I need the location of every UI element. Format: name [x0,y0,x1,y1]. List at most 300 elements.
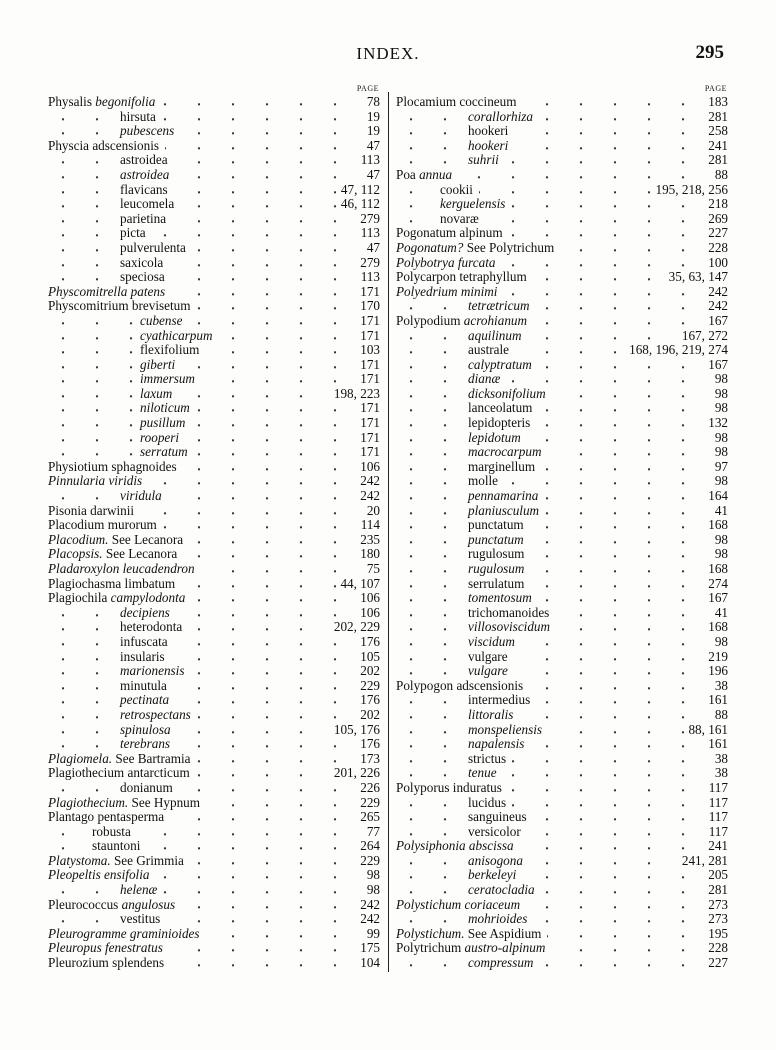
species-name: sphagnoides [111,459,177,474]
genus-name: Polycarpon [396,270,457,285]
page-references: 201, 226 [330,766,380,781]
page-references: 98 [711,387,728,402]
index-entry [48,898,380,913]
index-entry [396,766,728,781]
entry-term [120,781,179,796]
index-entry [396,737,728,752]
index-entry [396,664,728,679]
species-name: pennamarina [468,489,539,504]
species-name: speciosa [120,270,165,285]
left-index-column [48,84,380,971]
species-name: astroidea [120,153,168,168]
entry-term [396,168,458,183]
genus-name: Plocamium [396,95,457,109]
page-references: 242 [356,898,380,913]
page-references: 175 [356,941,380,956]
index-entry [396,533,728,548]
species-name: littoralis [468,707,514,722]
genus-name: Plagiochila [48,591,108,606]
entry-term [120,110,162,125]
page-column-label: PAGE [356,84,379,93]
index-entry [396,285,728,300]
entry-term [48,796,206,811]
page-references: 281 [704,883,728,898]
index-entry [48,781,380,796]
page-references: 227 [704,956,728,971]
index-entry [396,796,728,811]
page-references: 195, 218, 256 [651,183,728,198]
page-references: 106 [356,591,380,606]
species-name: leucomela [120,197,175,212]
entry-term [396,270,533,285]
page-references: 46, 112 [337,197,380,212]
species-name: begonifolia [95,95,156,109]
species-name: serratum [140,445,188,460]
species-name: villosoviscidum [468,620,551,635]
index-entry [48,825,380,840]
entry-term [48,956,170,971]
page-references: 258 [704,124,728,139]
index-entry [396,183,728,198]
page-references: 113 [357,226,380,241]
page-references: 168 [704,562,728,577]
page-references: 106 [356,606,380,621]
page-references: 264 [356,839,380,854]
page-references: 241 [704,139,728,154]
species-name: viscidum [468,634,515,649]
entry-term [48,562,201,577]
right-entry-list [396,95,728,971]
entry-term [48,547,183,562]
species-name: astroidea [120,167,170,182]
genus-name: Physcomitrium [48,299,129,314]
species-name: monspeliensis [468,722,542,737]
index-entry [48,606,380,621]
index-entry [396,343,728,358]
page-references: 167 [704,358,728,373]
page-references: 106 [356,460,380,475]
page-references: 47 [363,168,380,183]
page-references: 98 [711,474,728,489]
species-name: serrulatum [468,576,525,591]
species-name: acrohianum [463,313,528,328]
entry-term [396,941,551,956]
species-name: pubescens [120,124,175,139]
index-entry [48,693,380,708]
index-entry [396,912,728,927]
page-references: 98 [711,401,728,416]
entry-term [48,591,191,606]
page-references: 47 [363,139,380,154]
page-references: 113 [357,153,380,168]
species-name: Placodium. [48,532,109,547]
page-references: 279 [356,212,380,227]
page-references: 77 [363,825,380,840]
species-name: immersum [140,372,195,387]
species-name: vulgare [468,664,508,679]
page-references: 132 [704,416,728,431]
genus-name: Pleurozium [48,956,109,971]
page-references: 88 [711,708,728,723]
entry-term [468,620,556,635]
genus-name: Pleurococcus [48,897,119,912]
entry-term [396,241,560,256]
index-entry [396,329,728,344]
page-references: 168 [704,620,728,635]
entry-term [120,620,188,635]
entry-term [48,474,148,489]
page-references: 99 [363,927,380,942]
entry-term [92,825,137,840]
genus-name: Polypodium [396,313,461,328]
index-entry [396,562,728,577]
genus-name: Polytrichum [396,941,462,956]
species-name: berkeleyi [468,868,517,883]
index-entry [48,533,380,548]
species-name: pectinata [120,693,170,708]
species-name: cookii [440,182,473,197]
index-entry [48,577,380,592]
entry-term [468,591,538,606]
index-entry [396,226,728,241]
entry-term [396,256,502,271]
index-entry [48,358,380,373]
page-references: 44, 107 [336,577,380,592]
entry-term [120,124,180,139]
page-references: 265 [356,810,380,825]
index-entry [48,226,380,241]
species-name: Pleurogramme graminioides [48,926,200,941]
index-entry [48,708,380,723]
page-references: 269 [704,212,728,227]
species-name: pentasperma [97,810,165,825]
entry-term [120,912,166,927]
left-entry-list [48,95,380,971]
page-references: 98 [711,533,728,548]
species-name: retrospectans [120,707,191,722]
entry-term [468,577,530,592]
page-references: 98 [711,445,728,460]
index-entry [396,883,728,898]
index-entry [396,941,728,956]
species-name: australe [468,343,510,358]
index-entry [48,139,380,154]
species-name: aquilinum [468,328,522,343]
index-entry [396,299,728,314]
page-references: 47 [363,241,380,256]
page-references: 103 [356,343,380,358]
entry-term [468,693,536,708]
entry-term [120,226,152,241]
page-references: 168, 196, 219, 274 [625,343,728,358]
page-references: 229 [356,679,380,694]
page-references: 242 [356,489,380,504]
index-entry [396,168,728,183]
page-references: 117 [705,796,728,811]
genus-name: Placodium [48,518,105,533]
entry-term [468,401,538,416]
page-references: 173 [356,752,380,767]
species-name: parietina [120,211,167,226]
species-name: punctatum [468,532,524,547]
species-name: helenæ [120,883,158,898]
entry-term [468,766,503,781]
page-references: 41 [711,606,728,621]
page-references: 98 [363,868,380,883]
entry-term [468,504,545,519]
page-references: 100 [704,256,728,271]
entry-term [468,153,505,168]
index-entry [48,562,380,577]
page-references: 229 [356,796,380,811]
entry-term [120,723,177,738]
species-name: tenue [468,766,497,781]
page-references: 273 [704,898,728,913]
page-header [0,44,776,68]
page-number: 295 [695,42,724,63]
page-references: 170 [356,299,380,314]
entry-term [468,139,514,154]
entry-term [468,854,529,869]
index-entry [48,752,380,767]
species-name: hookeri [468,138,509,153]
page-references: 105, 176 [330,723,380,738]
index-entry [396,927,728,942]
entry-term [120,153,174,168]
index-entry [396,650,728,665]
species-name: Pleopeltis ensifolia [48,868,150,883]
page-references: 117 [705,825,728,840]
entry-term [440,183,479,198]
species-name: stauntoni [92,839,141,854]
page-references: 98 [363,883,380,898]
entry-term [396,95,523,110]
species-name: Polysiphonia abscissa [396,839,514,854]
index-entry [48,883,380,898]
index-entry [396,577,728,592]
index-entry [48,153,380,168]
entry-term [396,781,508,796]
species-name: Pinnularia viridis [48,474,143,489]
species-name: lepidopteris [468,416,531,431]
species-name: suhrii [468,153,499,168]
entry-term [468,489,544,504]
entry-term [396,285,503,300]
index-entry [48,547,380,562]
entry-term [120,212,172,227]
page-references: 228 [704,941,728,956]
page-references: 98 [711,431,728,446]
species-name: adscensionis [456,678,524,693]
page-references: 171 [356,314,380,329]
species-name: lepidotum [468,430,521,445]
page-references: 114 [357,518,380,533]
species-name: Placopsis. [48,547,103,562]
entry-term [468,723,548,738]
species-name: adscensionis [92,138,159,153]
index-entry [396,825,728,840]
index-entry [48,387,380,402]
page-references: 20 [363,504,380,519]
index-entry [48,489,380,504]
species-name: planiusculum [468,503,540,518]
entry-term [48,285,171,300]
species-name: dianæ [468,372,501,387]
species-name: austro-alpinum [464,941,546,956]
genus-name: Pisonia [48,503,87,518]
page-references: 242 [704,285,728,300]
index-entry [396,679,728,694]
page-references: 242 [704,299,728,314]
entry-term [468,124,514,139]
index-entry [48,110,380,125]
genus-name: Plagiothecium [48,766,125,781]
index-entry [396,460,728,475]
index-entry [396,401,728,416]
index-entry [48,635,380,650]
species-name: minutula [120,678,167,693]
species-name: angulosus [121,897,176,912]
page-references: 241, 281 [678,854,728,869]
entry-term [468,431,527,446]
entry-term [468,474,504,489]
species-name: Polystichum coriaceum [396,897,521,912]
index-entry [48,168,380,183]
species-name: heterodonta [120,620,183,635]
index-entry [396,212,728,227]
index-entry [48,460,380,475]
species-name: insularis [120,649,165,664]
page-references: 171 [356,431,380,446]
species-name: saxicola [120,255,164,270]
species-name: annua [419,167,453,182]
page-references: 19 [363,110,380,125]
species-name: anisogona [468,853,523,868]
index-entry [396,416,728,431]
page-references: 183 [704,95,728,110]
page-references: 242 [356,912,380,927]
index-entry [396,241,728,256]
entry-term [120,197,180,212]
page-references: 198, 223 [330,387,380,402]
entry-term [140,431,185,446]
species-name: Plagiothecium. [48,795,129,810]
page-references: 171 [356,416,380,431]
species-name: hookeri [468,124,509,139]
entry-term [140,343,205,358]
entry-term [396,226,509,241]
entry-term [396,679,529,694]
genus-name: Polyporus [396,780,450,795]
species-name: Pogonatum? [396,240,464,255]
species-name: donianum [120,780,173,795]
index-entry [48,372,380,387]
index-entry [396,153,728,168]
species-name: dicksonifolium [468,386,546,401]
index-entry [48,956,380,971]
column-divider [388,92,389,972]
genus-name: Plagiochasma [48,576,122,591]
page-references: 117 [705,781,728,796]
species-name: tomentosum [468,591,532,606]
species-name: macrocarpum [468,445,542,460]
entry-term [468,912,533,927]
page-references: 171 [356,445,380,460]
page-references: 273 [704,912,728,927]
entry-term [468,329,527,344]
species-name: limbatum [124,576,176,591]
page-references: 117 [705,810,728,825]
species-name: rugulosum [468,562,525,576]
entry-term [140,314,188,329]
species-name: campylodonta [110,591,186,606]
species-name: molle [468,474,499,489]
index-entry [396,781,728,796]
index-entry [48,241,380,256]
genus-name: Pogonatum [396,226,457,241]
index-entry [396,620,728,635]
species-name: antarcticum [127,766,190,781]
species-name: decipiens [120,605,170,620]
page-references: 78 [363,95,380,110]
species-name: niloticum [140,401,190,416]
page-references: 241 [704,839,728,854]
page-references: 171 [356,401,380,416]
species-name: rooperi [140,430,180,445]
entry-term [468,796,512,811]
entry-term [468,635,521,650]
page-references: 218 [704,197,728,212]
page-references: 176 [356,737,380,752]
entry-term [468,110,539,125]
page-references: 228 [704,241,728,256]
cross-reference: See Polytrichum [466,240,555,255]
entry-term [120,708,197,723]
index-entry [396,387,728,402]
index-entry [396,898,728,913]
species-name: Physcomitrella patens [48,284,166,299]
entry-term [120,606,176,621]
species-name: laxum [140,386,173,401]
page-references: 47, 112 [337,183,380,198]
entry-term [48,139,165,154]
index-entry [396,518,728,533]
page-references: 176 [356,693,380,708]
entry-term [120,737,176,752]
page-references: 167, 272 [678,329,728,344]
entry-term [468,752,512,767]
index-entry [48,810,380,825]
index-entry [396,839,728,854]
page-references: 227 [704,226,728,241]
page-references: 202 [356,708,380,723]
species-name: hirsuta [120,109,156,124]
index-entry [396,489,728,504]
page-references: 196 [704,664,728,679]
entry-term [468,299,536,314]
species-name: kerguelensis [440,197,506,212]
species-name: viridula [120,489,162,504]
page-references: 202, 229 [330,620,380,635]
species-name: Pleuropus fenestratus [48,941,163,956]
entry-term [48,898,181,913]
page-references: 98 [711,635,728,650]
entry-term [468,387,552,402]
entry-term [120,241,192,256]
page-references: 171 [356,329,380,344]
index-entry [396,139,728,154]
index-entry [396,708,728,723]
